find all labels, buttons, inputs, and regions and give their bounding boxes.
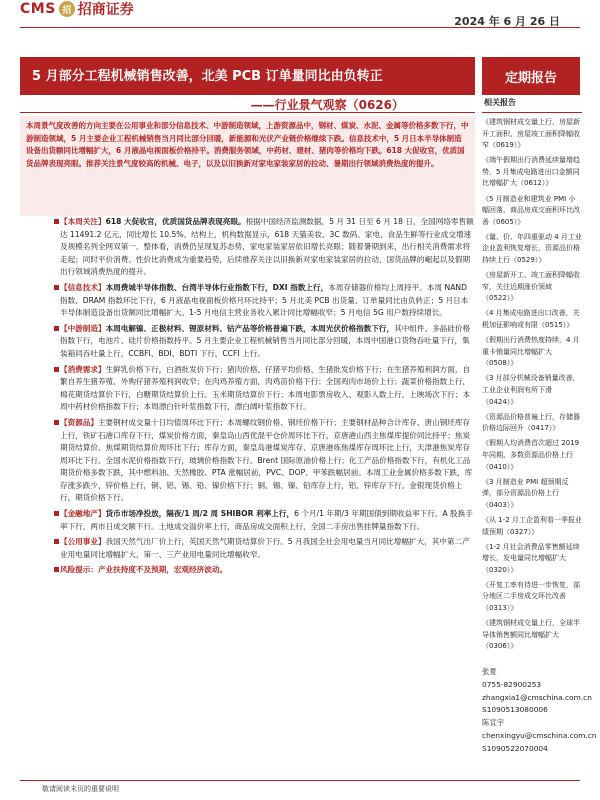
paragraph-utilities [20,536,475,561]
paragraph-lead: 618 大促收官，优质国货品牌表现亮眼。 [105,217,246,226]
related-report-link[interactable]: 《从 1-2 月工企盈利看一季报业绩预期（0327）》 [482,515,582,536]
related-report-link[interactable]: 《开复工率有待进一步恢复，部分地区二手房成交环比改善（0313）》 [482,580,580,613]
analyst-license: S1090522070004 [482,743,548,753]
related-reports-sidebar [482,97,582,656]
analyst-name: 张夏 [482,667,497,676]
bullet-icon [54,326,59,331]
related-report-link[interactable]: 《端午假期出行消费延续量增趋势，5 月集成电路进出口金额同比增幅扩大（0612）》 [482,156,580,188]
logo-en: CMS [20,1,56,17]
paragraph-lead: 货币市场净投放，隔夜/1 周/2 周 SHIBOR 利率上行， [105,509,295,519]
analyst-contacts [482,666,597,756]
paragraph-tag: 【信息技术】 [60,282,106,292]
report-title: 5 月部分工程机械销售改善，北美 PCB 订单量同比由负转正 [32,69,383,84]
related-report-link[interactable]: 《资源品价格普遍上行，存储器价格边际回升（0417）》 [482,412,580,433]
sidebar-divider [482,112,582,113]
analyst-email[interactable]: chenxingyu@cmschina.com.cn [482,730,597,740]
report-date: 2024 年 6 月 26 日 [454,15,560,28]
summary-box: 本周景气度改善的方向主要在公用事业和部分信息技术、中游制造领域，上游资源品中，钢材、煤炭、水泥、金属等价格多数下行，中游制造领域，5 月主要企业工程机械销售当月同比部分回暖，新能源和光伏产业链价格继续下跌。信息技术中，5 月日本半导体制造设备出货额同比增幅扩大，6 月液晶电视面板价格持平。消费服务领域，中药材、建材、猪肉等价格均下跌。618 大促收官，优质国货品牌表现亮眼。推荐关注景气度较高的机械、电子，以及以旧换新对家电家装家居的拉动、暑期出行领域消费热度的提升。 [20,116,475,216]
related-report-link[interactable]: 《假期人均消费首次超过 2019 年同期，多数资源品价格上行（0410）》 [482,439,580,471]
bullet-icon [54,219,59,224]
logo-badge-icon: 招 [59,1,75,17]
paragraph-resources [20,417,475,505]
main-content [20,216,475,580]
paragraph-lead: 本周电解镍、正极材料、锂原材料、钴产品等价格普遍下跌，本周光伏价格指数下行， [105,323,395,333]
paragraph-text: 本周存储器价格均上周持平。本周 NAND 指数、DRAM 指数环比下行，6 月液晶电视面板价格月环比持平；5 月北美 PCB 出货量、订单量同比由负转正；5 月日本半导体制造设备出货额同比增幅扩大。1-5 月电信主营业务收入累计同比增幅收窄；5 月电信 5G 用户数持续增长。 [60,282,469,318]
report-type-badge: 定期报告 [482,57,580,95]
related-report-link[interactable]: 《3 月制造业 PMI 超预期反弹，部分资源品价格上行（0403）》 [482,477,569,509]
paragraph-tag: 【资源品】 [60,417,98,427]
related-report-link[interactable]: 《4 月集成电路进出口改善，关税加征影响或有限（0515）》 [482,309,580,329]
logo-cn: 招商证券 [77,2,134,18]
bullet-icon [54,567,59,572]
paragraph-risk [20,564,475,577]
related-reports-title: 相关报告 [484,98,516,107]
analyst-email[interactable]: zhangxia1@cmschina.com.cn [482,692,592,702]
related-report-link[interactable]: 《5 月制造业和建筑业 PMI 小幅回落，商品房成交面积环比改善（0605）》 [482,194,580,226]
risk-warning: 风险提示：产业扶持度不及预期，宏观经济波动。 [60,565,228,575]
analyst-license: S1090513080006 [482,705,548,715]
bullet-icon [54,420,59,425]
paragraph-info-tech [20,282,475,320]
related-report-link[interactable]: 《1-2 月社会消费品零售额延续增长，发电量同比增幅扩大（0320）》 [482,542,580,574]
related-report-link[interactable]: 《建筑钢材成交量上行，全球半导体销售额同比增幅扩大（0306）》 [482,619,580,651]
paragraph-tag: 【中游制造】 [60,323,106,333]
paragraph-weekly-focus [20,216,475,279]
paragraph-text: 6 个月/1 年期/3 年期国债到期收益率下行。A 股换手率下行，两市日成交额下行。土地成交溢价率上行，商品房成交面积上行，全国二手房出售挂牌量指数下行。 [60,509,473,531]
paragraph-lead: 本周费城半导体指数、台湾半导体行业指数下行，DXI 指数上行， [105,282,329,292]
paragraph-midstream [20,323,475,361]
paragraph-tag: 【公用事业】 [60,537,106,547]
related-report-link[interactable]: 《假期出行消费热度持续，4 月重卡销量同比增幅扩大（0508）》 [482,336,580,368]
paragraph-tag: 【本周关注】 [60,217,106,226]
bullet-icon [54,539,59,544]
title-banner [20,57,475,95]
report-subtitle: ——行业景气观察（0626） [250,98,404,112]
footer-disclaimer: 敬请阅读末页的重要说明 [42,785,119,793]
paragraph-text: 根据中国经济监测数据，5 月 31 日至 6 月 18 日，全国网络零售额达 11491.2 亿元，同比增长 10.5%。结构上，机构数据显示，618 天猫美妆、3C 数码、家电、食品生鲜等行业成交增速及规模名列全网双第一。整体看，消费仍呈现复苏态势，家电家装家居依旧增长亮眼；随着暑期到来，出行相关消费需求将走起；同时平价消费、性价比消费成为重要趋势，后续推荐关注以旧换新对家电家装家居的拉动、国货品牌的崛起以及假期出行领域消费热度的提升。 [60,217,474,277]
paragraph-tag: 【消费需求】 [60,364,106,374]
paragraph-text: 生鲜乳价格下行，白酒批发价下行；猪肉价格、仔猪平均价格、生猪批发价格下行；在生猪养殖利润方面，自繁自养生猪养殖、外购仔猪养殖利润收窄；在肉鸡养殖方面，肉鸡苗价格下行；全国鸡肉市场价上行；蔬菜价格指数上行，棉花期货结算价下行，白糖期货结算价上行。玉米期货结算价下行；本周电影票房收入、观影人数上行，上映场次下行；本周中药材价格指数下行；本周漂白针叶浆指数下行，漂白阔叶浆指数下行。 [60,364,471,412]
analyst-name: 陈宣宇 [482,718,505,728]
related-report-link[interactable]: 《3 月部分机械设备销量改善，工业企业利润有所下滑（0424）》 [482,374,580,406]
cms-logo [20,0,134,18]
paragraph-text: 主要钢材成交量十日均值周环比下行；本周螺纹钢价格、钢坯价格下行；主要钢材品种合计库存、唐山钢坯库存上行，铁矿石港口库存下行，煤炭价格方面，秦皇岛山西优混平仓价周环比下行，京唐港山西主焦煤库提价同比持平；焦炭期货结算价、焦煤期货结算价周环比下行；库存方面，秦皇岛港煤炭库存、京唐港炼焦煤库存周环比上行，天津港焦炭库存周环比下行。全国水泥价格指数下行，玻璃价格指数下行。Brent 国际原油价格上行；化工产品价格指数下行，有机化工品期货价格多数下跌，其中燃料油、天然橡胶、PTA 涨幅居前，PVC、DOP、甲苯跌幅居前。本周工业金属价格多数下跌，库存涨多跌少，锌价格上行，铜、铝、锡、铅、镍价格下行；铜、锡、镍、铅库存上行，铝、锌库存下行。金银现货价格上行，期货价格下行。 [60,417,473,503]
paragraph-text: 我国天然气出厂价上行，英国天然气期货结算价下行。5 月我国全社会用电量当月同比增幅扩大，其中第二产业用电量同比增幅扩大，第一、三产业用电量同比增幅收窄。 [60,537,470,559]
bullet-icon [54,367,59,372]
footer-divider [20,780,580,781]
paragraph-finance-realestate [20,508,475,533]
subtitle-divider [20,112,475,113]
related-report-link[interactable]: 《房屋新开工、竣工面积降幅收窄，关注近期涨价领域（0522）》 [482,271,580,303]
paragraph-text: 其中组件、多晶硅价格指数下行，电池片、硅片价格指数持平。5 月主要企业工程机械销售当月同比部分回暖，本周中国港口货物吞吐量下行，集装箱同吞吐量上行，CCBFI、BDI、BDTI 下行，CCFI 上行。 [60,323,471,358]
paragraph-consumption [20,364,475,414]
analyst-phone: 0755-82900253 [482,679,542,689]
bullet-icon [54,511,59,516]
bullet-icon [54,285,59,290]
related-report-link[interactable]: 《量、价、年四重驱动 4 月工业企业盈利恢复增长，资源品价格持续上行（0529）》 [482,232,582,265]
paragraph-tag: 【金融地产】 [60,509,106,519]
related-report-link[interactable]: 《建筑钢材成交量上行，房屋新开工面积、房屋竣工面积降幅收窄（0619）》 [482,118,580,150]
